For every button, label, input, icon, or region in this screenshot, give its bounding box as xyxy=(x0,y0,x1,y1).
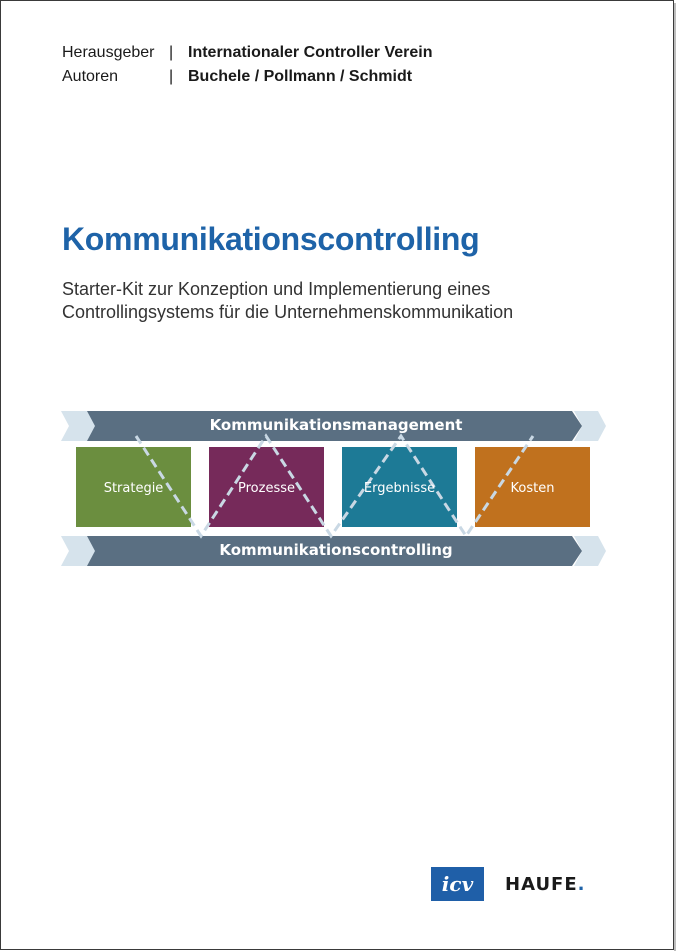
zigzag-dashes xyxy=(136,436,533,536)
top-band-label: Kommunikationsmanagement xyxy=(209,416,463,434)
authors-label: Autoren xyxy=(62,68,119,85)
book-subtitle xyxy=(62,278,513,324)
icv-logo: icv xyxy=(431,867,484,901)
box-label-kosten: Kosten xyxy=(510,481,555,496)
publisher-row xyxy=(62,41,433,65)
authors-value: Buchele / Pollmann / Schmidt xyxy=(188,68,413,85)
box-label-ergebnisse: Ergebnisse xyxy=(363,481,436,496)
box-label-prozesse: Prozesse xyxy=(238,481,295,496)
subtitle-line-1: Starter-Kit zur Konzeption und Implementierung eines xyxy=(62,279,491,299)
book-title: Kommunikationscontrolling xyxy=(62,221,480,257)
bottom-band-label: Kommunikationscontrolling xyxy=(219,541,453,559)
authors-row xyxy=(62,65,433,89)
haufe-dot: . xyxy=(577,874,586,895)
separator: | xyxy=(169,44,174,61)
subtitle-line-2: Controllingsystems für die Unternehmenskommunikation xyxy=(62,302,514,322)
publisher-label: Herausgeber xyxy=(62,44,155,61)
publisher-value: Internationaler Controller Verein xyxy=(188,44,433,61)
haufe-logo xyxy=(505,874,586,895)
separator: | xyxy=(169,68,174,85)
box-label-strategie: Strategie xyxy=(103,481,164,496)
haufe-wordmark: HAUFE xyxy=(505,874,578,895)
cover-meta xyxy=(62,41,433,89)
cover-diagram xyxy=(61,406,611,571)
